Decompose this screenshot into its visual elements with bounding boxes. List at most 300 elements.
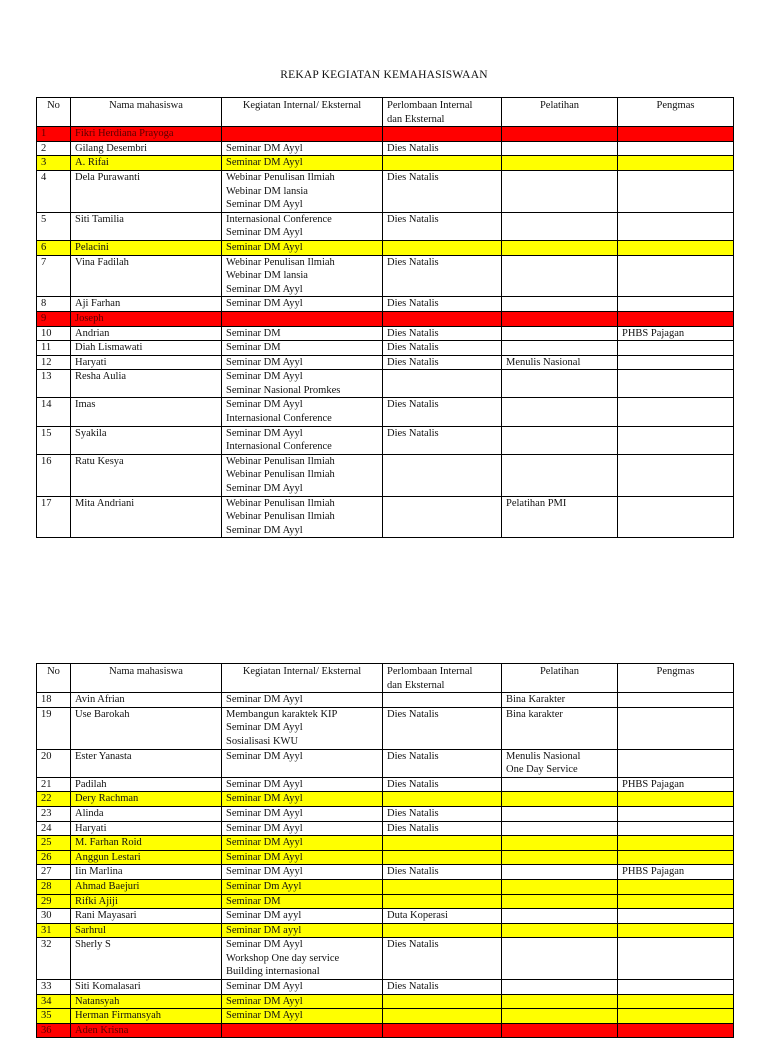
cell-kegiatan <box>222 909 383 924</box>
cell-kegiatan <box>222 454 383 496</box>
kegiatan-line: Seminar DM Ayyl <box>226 399 303 411</box>
cell-kegiatan <box>222 806 383 821</box>
cell-no: 22 <box>37 792 71 807</box>
cell-pengmas <box>618 792 734 807</box>
kegiatan-line: Seminar DM Ayyl <box>226 722 303 734</box>
cell-kegiatan <box>222 127 383 142</box>
cell-pelatihan <box>502 777 618 792</box>
cell-perlombaan <box>383 693 502 708</box>
kegiatan-line: Seminar DM Ayyl <box>226 750 303 762</box>
header-perlombaan <box>383 98 502 127</box>
cell-pengmas <box>618 1023 734 1038</box>
cell-perlombaan: Dies Natalis <box>383 749 502 777</box>
cell-no: 15 <box>37 426 71 454</box>
kegiatan-line: Seminar DM Ayyl <box>226 356 303 368</box>
table-row <box>37 707 734 749</box>
header-perlombaan-line-2: dan Eksternal <box>387 113 445 125</box>
table-row <box>37 127 734 142</box>
cell-pelatihan <box>502 909 618 924</box>
cell-pelatihan <box>502 156 618 171</box>
cell-kegiatan <box>222 141 383 156</box>
cell-no: 26 <box>37 850 71 865</box>
cell-pengmas <box>618 836 734 851</box>
cell-pelatihan <box>502 707 618 749</box>
cell-perlombaan: Dies Natalis <box>383 707 502 749</box>
cell-pengmas <box>618 938 734 980</box>
cell-no: 16 <box>37 454 71 496</box>
cell-pelatihan <box>502 836 618 851</box>
cell-no: 10 <box>37 326 71 341</box>
cell-pelatihan <box>502 297 618 312</box>
cell-nama-mahasiswa: Sherly S <box>71 938 222 980</box>
table-body-2 <box>37 693 734 1038</box>
cell-pelatihan <box>502 923 618 938</box>
cell-pelatihan <box>502 426 618 454</box>
cell-kegiatan <box>222 170 383 212</box>
cell-kegiatan <box>222 836 383 851</box>
table-row <box>37 792 734 807</box>
cell-perlombaan: Dies Natalis <box>383 255 502 297</box>
cell-no: 21 <box>37 777 71 792</box>
cell-pengmas <box>618 693 734 708</box>
cell-kegiatan <box>222 850 383 865</box>
table-row <box>37 980 734 995</box>
kegiatan-line: Internasional Conference <box>226 413 332 425</box>
cell-pelatihan <box>502 749 618 777</box>
kegiatan-line: Seminar DM ayyl <box>226 924 302 936</box>
cell-pelatihan <box>502 850 618 865</box>
cell-pengmas <box>618 370 734 398</box>
cell-perlombaan <box>383 850 502 865</box>
cell-pelatihan <box>502 496 618 538</box>
cell-perlombaan: Dies Natalis <box>383 806 502 821</box>
pelatihan-line: One Day Service <box>506 764 578 776</box>
cell-perlombaan: Dies Natalis <box>383 938 502 980</box>
cell-perlombaan <box>383 496 502 538</box>
cell-nama-mahasiswa: Gilang Desembri <box>71 141 222 156</box>
pelatihan-line: Pelatihan PMI <box>506 497 567 509</box>
cell-no: 23 <box>37 806 71 821</box>
cell-pelatihan <box>502 240 618 255</box>
activity-table-1 <box>36 97 734 538</box>
table-row <box>37 806 734 821</box>
cell-nama-mahasiswa: Vina Fadilah <box>71 255 222 297</box>
kegiatan-line: Internasional Conference <box>226 441 332 453</box>
cell-pengmas <box>618 980 734 995</box>
cell-pengmas <box>618 879 734 894</box>
cell-pengmas <box>618 311 734 326</box>
cell-perlombaan: Dies Natalis <box>383 777 502 792</box>
kegiatan-line: Seminar DM Ayyl <box>226 981 303 993</box>
header-perlombaan-line-2: dan Eksternal <box>387 679 445 691</box>
cell-pengmas <box>618 454 734 496</box>
cell-pengmas <box>618 240 734 255</box>
cell-pelatihan <box>502 938 618 980</box>
cell-nama-mahasiswa: Rani Mayasari <box>71 909 222 924</box>
table-row <box>37 355 734 370</box>
cell-kegiatan <box>222 398 383 426</box>
cell-no: 25 <box>37 836 71 851</box>
kegiatan-line: Seminar DM Ayyl <box>226 851 303 863</box>
cell-pelatihan <box>502 980 618 995</box>
cell-pelatihan <box>502 141 618 156</box>
kegiatan-line: Seminar DM Ayyl <box>226 241 303 253</box>
table-header-row <box>37 664 734 693</box>
cell-perlombaan <box>383 311 502 326</box>
table-row <box>37 297 734 312</box>
cell-pelatihan <box>502 398 618 426</box>
cell-nama-mahasiswa: Rifki Ajiji <box>71 894 222 909</box>
cell-kegiatan <box>222 212 383 240</box>
cell-kegiatan <box>222 894 383 909</box>
cell-pengmas <box>618 127 734 142</box>
kegiatan-line: Webinar Penulisan Ilmiah <box>226 497 335 509</box>
cell-pelatihan <box>502 994 618 1009</box>
cell-pelatihan <box>502 170 618 212</box>
table-row <box>37 454 734 496</box>
cell-kegiatan <box>222 865 383 880</box>
cell-nama-mahasiswa: Siti Tamilia <box>71 212 222 240</box>
cell-nama-mahasiswa: Padilah <box>71 777 222 792</box>
document-title: REKAP KEGIATAN KEMAHASISWAAN <box>280 69 488 81</box>
cell-no: 12 <box>37 355 71 370</box>
cell-no: 1 <box>37 127 71 142</box>
cell-perlombaan: Dies Natalis <box>383 355 502 370</box>
header-perlombaan <box>383 664 502 693</box>
cell-nama-mahasiswa: Avin Afrian <box>71 693 222 708</box>
cell-perlombaan <box>383 454 502 496</box>
header-pengmas: Pengmas <box>618 98 734 127</box>
kegiatan-line: Seminar DM Ayyl <box>226 939 303 951</box>
cell-perlombaan: Dies Natalis <box>383 297 502 312</box>
cell-perlombaan <box>383 127 502 142</box>
cell-kegiatan <box>222 693 383 708</box>
table-row <box>37 894 734 909</box>
cell-nama-mahasiswa: M. Farhan Roid <box>71 836 222 851</box>
cell-perlombaan: Dies Natalis <box>383 821 502 836</box>
cell-kegiatan <box>222 879 383 894</box>
cell-perlombaan <box>383 1023 502 1038</box>
kegiatan-line: Seminar DM Ayyl <box>226 1010 303 1022</box>
cell-kegiatan <box>222 311 383 326</box>
cell-no: 18 <box>37 693 71 708</box>
kegiatan-line: Seminar DM Ayyl <box>226 157 303 169</box>
cell-no: 6 <box>37 240 71 255</box>
cell-no: 32 <box>37 938 71 980</box>
cell-no: 9 <box>37 311 71 326</box>
table-row <box>37 341 734 356</box>
cell-nama-mahasiswa: A. Rifai <box>71 156 222 171</box>
table-row <box>37 496 734 538</box>
header-nama-mahasiswa: Nama mahasiswa <box>71 664 222 693</box>
header-pelatihan: Pelatihan <box>502 664 618 693</box>
cell-perlombaan: Dies Natalis <box>383 326 502 341</box>
cell-pengmas <box>618 994 734 1009</box>
kegiatan-line: Internasional Conference <box>226 213 332 225</box>
cell-pengmas <box>618 707 734 749</box>
cell-nama-mahasiswa: Ratu Kesya <box>71 454 222 496</box>
header-kegiatan: Kegiatan Internal/ Eksternal <box>222 98 383 127</box>
cell-no: 4 <box>37 170 71 212</box>
cell-nama-mahasiswa: Dery Rachman <box>71 792 222 807</box>
kegiatan-line: Seminar Nasional Promkes <box>226 384 341 396</box>
cell-perlombaan <box>383 1009 502 1024</box>
cell-kegiatan <box>222 240 383 255</box>
cell-no: 11 <box>37 341 71 356</box>
cell-pengmas <box>618 398 734 426</box>
header-pelatihan: Pelatihan <box>502 98 618 127</box>
cell-pelatihan <box>502 311 618 326</box>
kegiatan-line: Webinar Penulisan Ilmiah <box>226 171 335 183</box>
cell-kegiatan <box>222 156 383 171</box>
kegiatan-line: Seminar DM Ayyl <box>226 778 303 790</box>
kegiatan-line: Seminar DM Ayyl <box>226 227 303 239</box>
table-row <box>37 326 734 341</box>
header-perlombaan-line-1: Perlombaan Internal <box>387 100 473 111</box>
cell-perlombaan <box>383 879 502 894</box>
pelatihan-line: Menulis Nasional <box>506 356 581 368</box>
kegiatan-line: Seminar DM Ayyl <box>226 807 303 819</box>
cell-no: 33 <box>37 980 71 995</box>
kegiatan-line: Seminar DM Ayyl <box>226 427 303 439</box>
table-row <box>37 865 734 880</box>
cell-nama-mahasiswa: Sarhrul <box>71 923 222 938</box>
cell-pelatihan <box>502 693 618 708</box>
kegiatan-line: Building internasional <box>226 966 320 978</box>
cell-kegiatan <box>222 297 383 312</box>
cell-nama-mahasiswa: Andrian <box>71 326 222 341</box>
cell-pengmas <box>618 255 734 297</box>
kegiatan-line: Seminar DM Ayyl <box>226 793 303 805</box>
cell-nama-mahasiswa: Use Barokah <box>71 707 222 749</box>
cell-no: 27 <box>37 865 71 880</box>
cell-kegiatan <box>222 496 383 538</box>
table-row <box>37 156 734 171</box>
cell-pelatihan <box>502 326 618 341</box>
kegiatan-line: Webinar Penulisan Ilmiah <box>226 256 335 268</box>
pelatihan-line: Bina karakter <box>506 708 563 720</box>
cell-no: 5 <box>37 212 71 240</box>
table-row <box>37 821 734 836</box>
kegiatan-line: Seminar DM Ayyl <box>226 298 303 310</box>
cell-no: 7 <box>37 255 71 297</box>
cell-no: 20 <box>37 749 71 777</box>
cell-perlombaan <box>383 894 502 909</box>
cell-pelatihan <box>502 792 618 807</box>
kegiatan-line: Sosialisasi KWU <box>226 735 299 747</box>
cell-pengmas <box>618 496 734 538</box>
cell-kegiatan <box>222 326 383 341</box>
cell-pelatihan <box>502 806 618 821</box>
cell-kegiatan <box>222 777 383 792</box>
table-row <box>37 923 734 938</box>
cell-pelatihan <box>502 821 618 836</box>
table-row <box>37 836 734 851</box>
cell-kegiatan <box>222 341 383 356</box>
cell-perlombaan: Dies Natalis <box>383 341 502 356</box>
cell-nama-mahasiswa: Ester Yanasta <box>71 749 222 777</box>
kegiatan-line: Seminar DM <box>226 895 281 907</box>
cell-nama-mahasiswa: Iin Marlina <box>71 865 222 880</box>
table-row <box>37 1023 734 1038</box>
cell-pengmas <box>618 170 734 212</box>
cell-pelatihan <box>502 894 618 909</box>
cell-pelatihan <box>502 1023 618 1038</box>
table-row <box>37 749 734 777</box>
kegiatan-line: Seminar DM Ayyl <box>226 995 303 1007</box>
cell-perlombaan <box>383 994 502 1009</box>
cell-pelatihan <box>502 454 618 496</box>
kegiatan-line: Seminar DM Ayyl <box>226 822 303 834</box>
table-row <box>37 938 734 980</box>
header-no: No <box>37 664 71 693</box>
kegiatan-line: Membangun karaktek KIP <box>226 708 338 720</box>
cell-kegiatan <box>222 821 383 836</box>
cell-perlombaan: Duta Koperasi <box>383 909 502 924</box>
cell-no: 34 <box>37 994 71 1009</box>
cell-kegiatan <box>222 923 383 938</box>
activity-table-2 <box>36 663 734 1038</box>
cell-no: 36 <box>37 1023 71 1038</box>
cell-pengmas <box>618 141 734 156</box>
cell-pengmas <box>618 850 734 865</box>
pelatihan-line: Bina Karakter <box>506 694 566 706</box>
table-row <box>37 777 734 792</box>
cell-pengmas: PHBS Pajagan <box>618 865 734 880</box>
cell-perlombaan <box>383 370 502 398</box>
cell-no: 30 <box>37 909 71 924</box>
table-body-1 <box>37 127 734 538</box>
kegiatan-line: Seminar Dm Ayyl <box>226 880 302 892</box>
cell-nama-mahasiswa: Syakila <box>71 426 222 454</box>
cell-perlombaan: Dies Natalis <box>383 398 502 426</box>
kegiatan-line: Webinar Penulisan Ilmiah <box>226 455 335 467</box>
cell-nama-mahasiswa: Pelacini <box>71 240 222 255</box>
cell-perlombaan <box>383 792 502 807</box>
table-row <box>37 170 734 212</box>
cell-perlombaan: Dies Natalis <box>383 141 502 156</box>
table-row <box>37 850 734 865</box>
cell-no: 31 <box>37 923 71 938</box>
cell-kegiatan <box>222 792 383 807</box>
pelatihan-line: Menulis Nasional <box>506 750 581 762</box>
cell-nama-mahasiswa: Aden Krisna <box>71 1023 222 1038</box>
table-row <box>37 398 734 426</box>
table-row <box>37 1009 734 1024</box>
cell-nama-mahasiswa: Natansyah <box>71 994 222 1009</box>
cell-kegiatan <box>222 1023 383 1038</box>
cell-no: 24 <box>37 821 71 836</box>
kegiatan-line: Seminar DM Ayyl <box>226 866 303 878</box>
cell-no: 19 <box>37 707 71 749</box>
cell-pelatihan <box>502 341 618 356</box>
kegiatan-line: Seminar DM <box>226 342 281 354</box>
table-row <box>37 994 734 1009</box>
kegiatan-line: Seminar DM <box>226 327 281 339</box>
cell-pelatihan <box>502 879 618 894</box>
cell-pengmas <box>618 749 734 777</box>
cell-no: 28 <box>37 879 71 894</box>
kegiatan-line: Seminar DM Ayyl <box>226 483 303 495</box>
cell-pelatihan <box>502 255 618 297</box>
cell-pelatihan <box>502 1009 618 1024</box>
kegiatan-line: Seminar DM Ayyl <box>226 524 303 536</box>
cell-perlombaan: Dies Natalis <box>383 170 502 212</box>
cell-nama-mahasiswa: Siti Komalasari <box>71 980 222 995</box>
table-row <box>37 909 734 924</box>
cell-nama-mahasiswa: Aji Farhan <box>71 297 222 312</box>
cell-no: 3 <box>37 156 71 171</box>
kegiatan-line: Webinar Penulisan Ilmiah <box>226 469 335 481</box>
cell-nama-mahasiswa: Haryati <box>71 821 222 836</box>
cell-perlombaan: Dies Natalis <box>383 426 502 454</box>
cell-pengmas <box>618 426 734 454</box>
kegiatan-line: Seminar DM ayyl <box>226 910 302 922</box>
cell-no: 29 <box>37 894 71 909</box>
header-no: No <box>37 98 71 127</box>
cell-kegiatan <box>222 355 383 370</box>
cell-no: 13 <box>37 370 71 398</box>
cell-pelatihan <box>502 370 618 398</box>
table-row <box>37 370 734 398</box>
cell-kegiatan <box>222 255 383 297</box>
header-kegiatan: Kegiatan Internal/ Eksternal <box>222 664 383 693</box>
cell-nama-mahasiswa: Mita Andriani <box>71 496 222 538</box>
cell-perlombaan <box>383 240 502 255</box>
cell-no: 17 <box>37 496 71 538</box>
kegiatan-line: Webinar DM lansia <box>226 270 308 282</box>
cell-nama-mahasiswa: Ahmad Baejuri <box>71 879 222 894</box>
cell-pengmas <box>618 1009 734 1024</box>
cell-kegiatan <box>222 749 383 777</box>
cell-pelatihan <box>502 865 618 880</box>
cell-pengmas <box>618 341 734 356</box>
cell-nama-mahasiswa: Diah Lismawati <box>71 341 222 356</box>
table-row <box>37 141 734 156</box>
table-row <box>37 879 734 894</box>
table-row <box>37 255 734 297</box>
cell-pengmas: PHBS Pajagan <box>618 777 734 792</box>
cell-perlombaan <box>383 156 502 171</box>
kegiatan-line: Webinar Penulisan Ilmiah <box>226 511 335 523</box>
cell-pengmas <box>618 297 734 312</box>
cell-perlombaan: Dies Natalis <box>383 865 502 880</box>
cell-perlombaan: Dies Natalis <box>383 980 502 995</box>
kegiatan-line: Webinar DM lansia <box>226 185 308 197</box>
table-row <box>37 426 734 454</box>
cell-pengmas <box>618 156 734 171</box>
cell-pengmas <box>618 894 734 909</box>
cell-perlombaan <box>383 923 502 938</box>
kegiatan-line: Seminar DM Ayyl <box>226 837 303 849</box>
table-row <box>37 693 734 708</box>
table-header-row <box>37 98 734 127</box>
cell-nama-mahasiswa: Fikri Herdiana Prayoga <box>71 127 222 142</box>
cell-nama-mahasiswa: Alinda <box>71 806 222 821</box>
cell-kegiatan <box>222 426 383 454</box>
cell-pengmas <box>618 806 734 821</box>
cell-pelatihan <box>502 127 618 142</box>
cell-nama-mahasiswa: Haryati <box>71 355 222 370</box>
cell-no: 35 <box>37 1009 71 1024</box>
cell-nama-mahasiswa: Herman Firmansyah <box>71 1009 222 1024</box>
cell-nama-mahasiswa: Dela Purawanti <box>71 170 222 212</box>
kegiatan-line: Seminar DM Ayyl <box>226 283 303 295</box>
header-nama-mahasiswa: Nama mahasiswa <box>71 98 222 127</box>
cell-perlombaan <box>383 836 502 851</box>
cell-no: 14 <box>37 398 71 426</box>
table-row <box>37 212 734 240</box>
